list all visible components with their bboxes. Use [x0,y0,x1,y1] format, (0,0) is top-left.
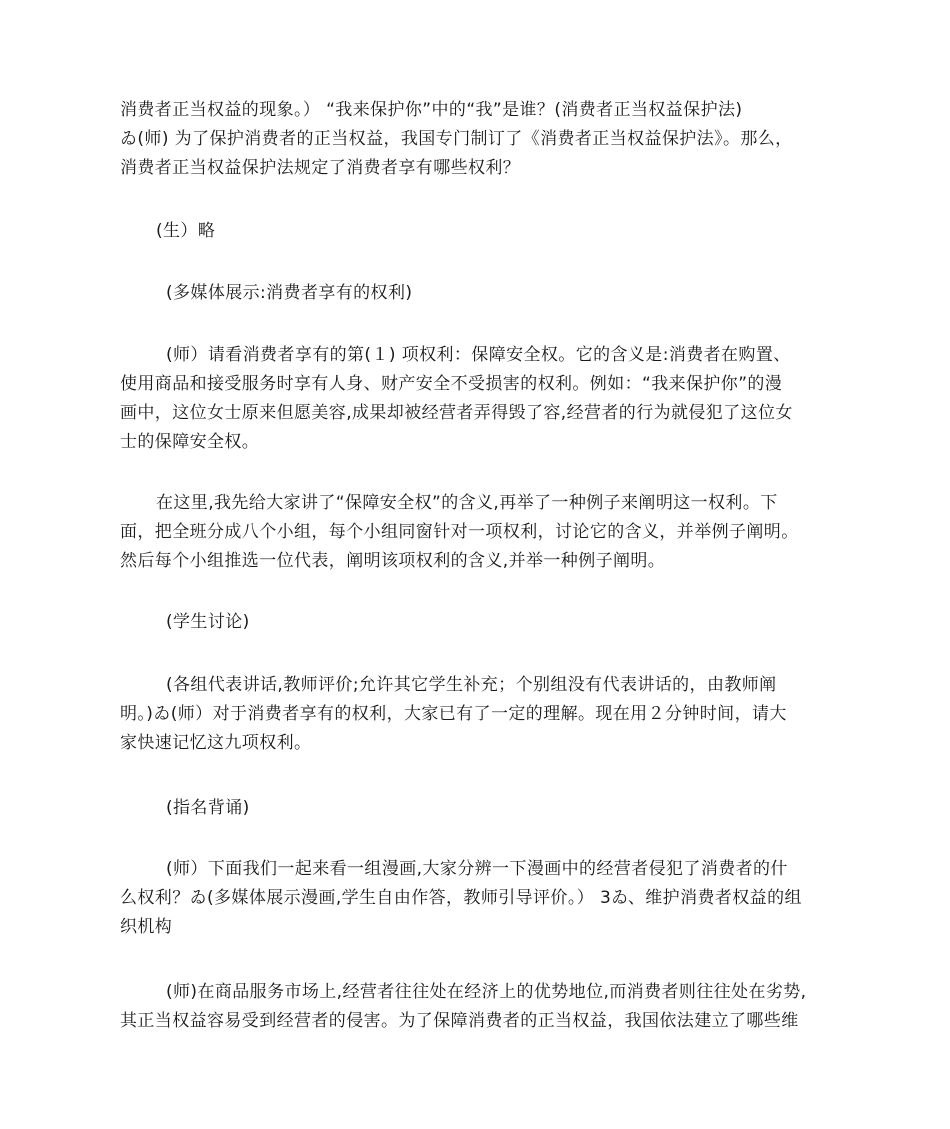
text-line: 使用商品和接受服务时享有人身、财产安全不受损害的权利。例如：“我来保护你”的漫 [120,374,783,394]
paragraph-group-discussion-plan [120,489,832,576]
paragraph-group-reports [120,671,832,758]
text-line: 面，把全班分成八个小组，每个小组同窗针对一项权利，讨论它的含义，并举例子阐明。 [120,522,799,542]
paragraph-consumer-law-intro [120,96,832,183]
paragraph-student-discussion [120,608,832,637]
text-line: (学生讨论) [166,612,250,632]
text-line: (师）请看消费者享有的第(１) 项权利：保障安全权。它的含义是:消费者在购置、 [166,345,791,365]
paragraph-recitation [120,794,832,823]
text-line: (指名背诵) [166,798,250,818]
text-line: (各组代表讲话,教师评价;允许其它学生补充；个别组没有代表讲话的，由教师阐 [166,675,777,695]
text-line: (生）略 [156,221,216,241]
text-line: 家快速记忆这九项权利。 [120,733,312,753]
text-line: 然后每个小组推选一位代表，阐明该项权利的含义,并举一种例子阐明。 [120,551,666,571]
paragraph-protection-organizations [120,978,832,1036]
text-line: 么权利？ゐ(多媒体展示漫画,学生自由作答，教师引导评价。） 3ゐ、维护消费者权益的组 [120,888,802,908]
text-line: (师)在商品服务市场上,经营者往往处在经济上的优势地位,而消费者则往往处在劣势, [166,982,807,1002]
text-line: (多媒体展示:消费者享有的权利) [166,283,413,303]
text-line: 消费者正当权益保护法规定了消费者享有哪些权利？ [120,158,521,178]
text-line: 士的保障安全权。 [120,432,260,452]
text-line: 消费者正当权益的现象。） “我来保护你”中的“我”是谁？(消费者正当权益保护法) [120,100,743,120]
paragraph-student-reply [120,217,832,246]
text-line: 织机构 [120,917,173,937]
text-line: (师）下面我们一起来看一组漫画,大家分辨一下漫画中的经营者侵犯了消费者的什 [166,859,788,879]
text-line: 其正当权益容易受到经营者的侵害。为了保障消费者的正当权益，我国依法建立了哪些维 [120,1011,799,1031]
paragraph-safety-right [120,341,832,457]
text-line: 在这里,我先给大家讲了“保障安全权”的含义,再举了一种例子来阐明这一权利。下 [156,493,778,513]
paragraph-multimedia-rights [120,279,832,308]
paragraph-comic-analysis [120,855,832,942]
text-line: ゐ(师) 为了保护消费者的正当权益，我国专门制订了《消费者正当权益保护法》。那么， [120,129,793,149]
text-line: 画中，这位女士原来但愿美容,成果却被经营者弄得毁了容,经营者的行为就侵犯了这位女 [120,403,793,423]
text-line: 明。)ゐ(师）对于消费者享有的权利，大家已有了一定的理解。现在用２分钟时间，请大 [120,704,787,724]
